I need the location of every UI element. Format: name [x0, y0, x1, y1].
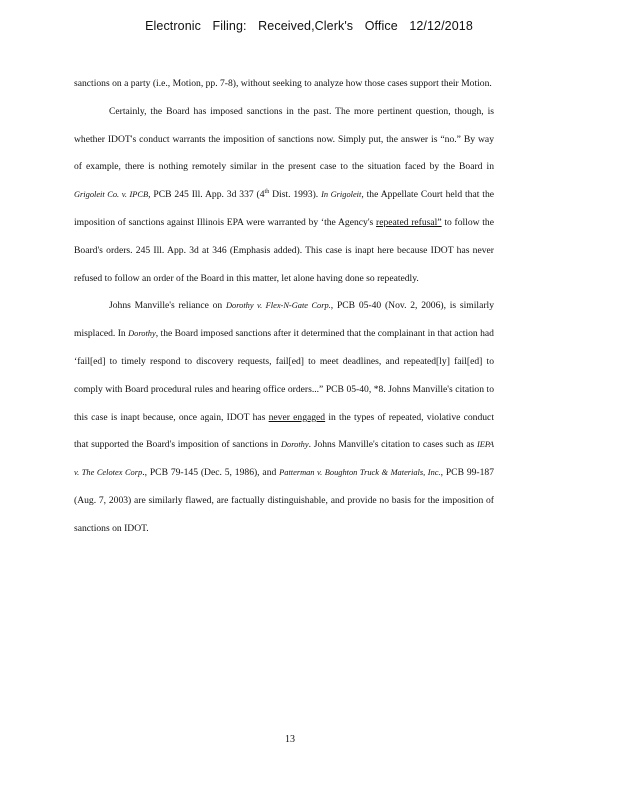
case-ref-dorothy-2: Dorothy: [280, 440, 309, 450]
p2-text-5: to follow the Board's orders. 245 Ill. App. 3d at 346 (Emphasis added). This case is inapt here because IDOT has never refused to follow an order of the Board in this matter, let alone having done so repeatedly.: [74, 216, 494, 284]
case-name-celotex: IEPA v. The Celotex Corp: [74, 440, 494, 478]
p3-text-5: . Johns Manville's citation to cases such as: [308, 439, 477, 451]
p3-text-6: ., PCB 79-145 (Dec. 5, 1986), and: [142, 467, 280, 479]
p3-text-3: , the Board imposed sanctions after it determined that the complainant in that action had ‘fail[ed] to timely respond to discovery requests, fail[ed] to meet deadlines, and repeated[ly] fail[ed] to comply with Board procedural rules and hearing office orders...” PCB 05-40, *8. Johns Manville's citation to this case is inapt because, once again, IDOT has: [74, 328, 494, 423]
document-body: [74, 70, 494, 543]
paragraph-3: [74, 292, 494, 542]
page-number: 13: [285, 734, 295, 745]
p3-text-7: , PCB 99-187 (Aug. 7, 2003) are similarly flawed, are factually distinguishable, and provide no basis for the imposition of sanctions on IDOT.: [74, 467, 494, 534]
filing-header: Electronic Filing: Received,Clerk's Office 12/12/2018: [145, 19, 473, 33]
paragraph-1-text: sanctions on a party (i.e., Motion, pp. 7-8), without seeking to analyze how those cases support their Motion.: [74, 78, 492, 89]
p2-text-1: Certainly, the Board has imposed sanctions in the past. The more pertinent question, though, is whether IDOT's conduct warrants the imposition of sanctions now. Simply put, the answer is “no.” By way of example, there is nothing remotely similar in the present case to the situation faced by the Board in: [74, 105, 494, 173]
p2-text-2: , PCB 245 Ill. App. 3d 337 (4: [148, 189, 265, 201]
paragraph-2: [74, 98, 494, 293]
p3-text-4: in the types of repeated, violative conduct that supported the Board's imposition of sanctions in: [74, 411, 494, 451]
p3-text-2: , PCB 05-40 (Nov. 2, 2006), is similarly misplaced. In: [74, 300, 495, 340]
paragraph-1: [74, 70, 494, 98]
p2-text-3: Dist. 1993).: [269, 189, 322, 201]
underlined-repeated-refusal: repeated refusal”: [376, 216, 442, 228]
case-name-dorothy: Dorothy v. Flex-N-Gate Corp.: [225, 301, 331, 311]
case-name-grigoleit: Grigoleit Co. v. IPCB: [74, 190, 149, 200]
case-ref-dorothy-1: Dorothy: [128, 329, 156, 339]
p2-text-4: , the Appellate Court held that the imposition of sanctions against Illinois EPA were warranted by ‘the Agency's: [74, 189, 495, 228]
p3-text-1: Johns Manville's reliance on: [109, 300, 226, 312]
ordinal-superscript: th: [264, 189, 270, 195]
underlined-never-engaged: never engaged: [268, 411, 326, 423]
case-ref-in-grigoleit: In Grigoleit: [321, 190, 362, 200]
case-name-patterman: Patterman v. Boughton Truck & Materials, Inc.: [279, 468, 441, 478]
